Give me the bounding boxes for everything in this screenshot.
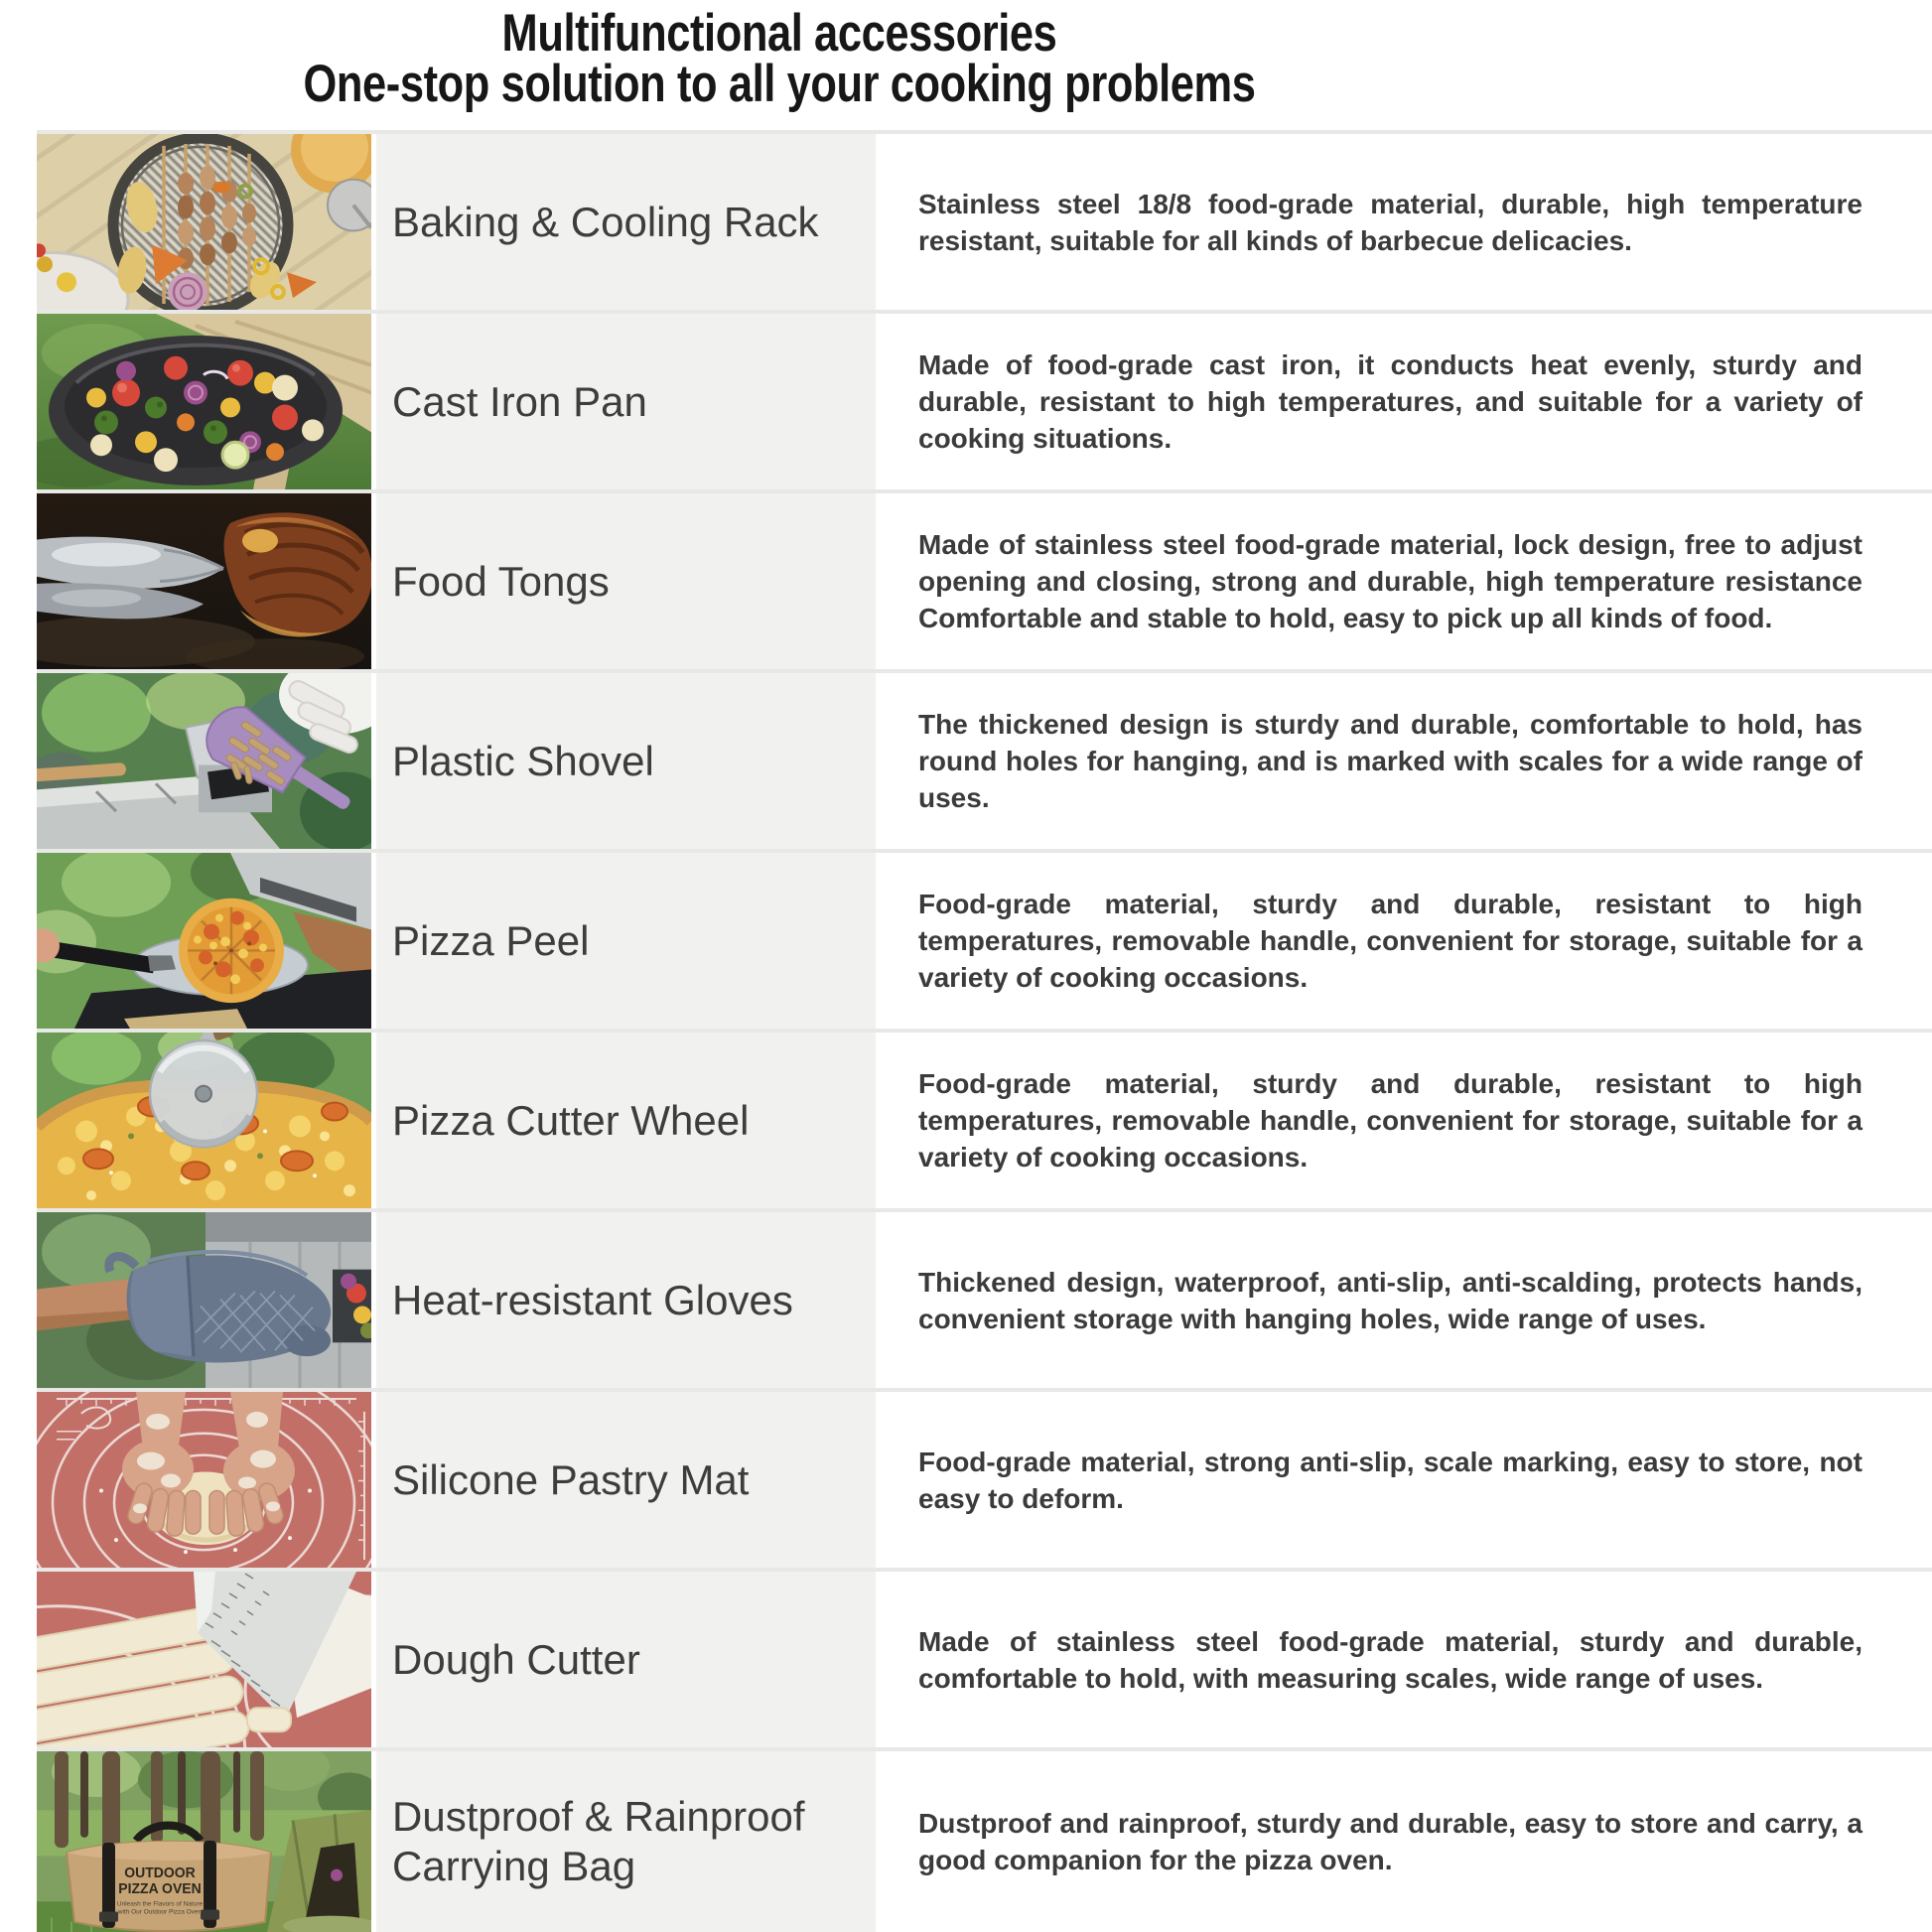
dough-cutter-photo	[37, 1572, 371, 1747]
product-name	[376, 1212, 876, 1388]
cast-iron-pan-photo	[37, 314, 371, 489]
product-photo	[37, 493, 371, 669]
product-name-text: Silicone Pastry Mat	[392, 1455, 750, 1503]
product-description-text: Made of stainless steel food-grade material, sturdy and durable, comfortable to hold, with measuring scales, wide range of uses.	[918, 1625, 1863, 1694]
product-description-text: Thickened design, waterproof, anti-slip, anti-scalding, protects hands, convenient storage with hanging holes, wide range of uses.	[918, 1266, 1863, 1334]
product-description	[881, 673, 1932, 849]
table-row	[37, 1572, 1932, 1747]
bag-print-sub-2: with Our Outdoor Pizza Oven	[117, 1908, 203, 1916]
product-description	[881, 853, 1932, 1029]
page-title-line-2: One-stop solution to all your cooking problems	[303, 55, 1256, 113]
table-row	[37, 1392, 1932, 1568]
page-title-line-1: Multifunctional accessories	[501, 4, 1057, 63]
table-row	[37, 134, 1932, 310]
heat-resistant-gloves-photo	[37, 1212, 371, 1388]
bag-print-line-1: OUTDOOR	[124, 1863, 196, 1880]
product-name-text: Pizza Cutter Wheel	[392, 1096, 750, 1144]
carrying-bag-photo	[37, 1751, 371, 1932]
product-photo	[37, 1212, 371, 1388]
table-row	[37, 853, 1932, 1029]
product-description	[881, 493, 1932, 669]
product-description	[881, 1033, 1932, 1208]
table-row	[37, 1751, 1932, 1932]
table-row	[37, 673, 1932, 849]
product-name-text: Dustproof & Rainproof Carrying Bag	[392, 1793, 805, 1889]
product-name-text: Food Tongs	[392, 557, 610, 605]
product-photo	[37, 134, 371, 310]
product-photo	[37, 1572, 371, 1747]
table-row	[37, 1212, 1932, 1388]
product-description-text: Made of food-grade cast iron, it conducts heat evenly, sturdy and durable, resistant to high temperatures, and suitable for a variety of cooking situations.	[918, 349, 1863, 454]
product-name-text: Pizza Peel	[392, 916, 590, 964]
product-name	[376, 493, 876, 669]
pizza-cutter-wheel-photo	[37, 1033, 371, 1208]
product-name-text: Dough Cutter	[392, 1635, 640, 1683]
table-row	[37, 493, 1932, 669]
product-name-text: Plastic Shovel	[392, 737, 654, 784]
product-description	[881, 134, 1932, 310]
product-description	[881, 1212, 1932, 1388]
product-name-text: Cast Iron Pan	[392, 377, 647, 425]
product-photo	[37, 673, 371, 849]
table-row	[37, 1033, 1932, 1208]
product-photo	[37, 1751, 371, 1932]
grill-rack-photo	[37, 134, 371, 310]
product-description	[881, 1751, 1932, 1932]
product-name-text: Heat-resistant Gloves	[392, 1276, 793, 1323]
product-name	[376, 1572, 876, 1747]
product-name	[376, 1392, 876, 1568]
silicone-pastry-mat-photo	[37, 1392, 371, 1568]
product-name	[376, 134, 876, 310]
product-description	[881, 314, 1932, 489]
product-description-text: Food-grade material, sturdy and durable, resistant to high temperatures, removable handle, convenient for storage, suitable for a variety of cooking occasions.	[918, 1068, 1863, 1173]
product-description-text: Dustproof and rainproof, sturdy and durable, easy to store and carry, a good companion for the pizza oven.	[918, 1808, 1863, 1875]
product-description-text: Food-grade material, sturdy and durable, resistant to high temperatures, removable handle, convenient for storage, suitable for a variety of cooking occasions.	[918, 889, 1863, 993]
product-name	[376, 673, 876, 849]
product-description-text: Made of stainless steel food-grade material, lock design, free to adjust opening and closing, strong and durable, high temperature resistance Comfortable and stable to hold, easy to pick up all kinds of food.	[918, 529, 1863, 633]
page-header	[0, 0, 1559, 130]
product-name	[376, 1033, 876, 1208]
product-description	[881, 1572, 1932, 1747]
product-description-text: Stainless steel 18/8 food-grade material, durable, high temperature resistant, suitable for all kinds of barbecue delicacies.	[918, 188, 1863, 256]
product-description-text: Food-grade material, strong anti-slip, scale marking, easy to store, not easy to deform.	[918, 1446, 1863, 1514]
product-name	[376, 853, 876, 1029]
product-name	[376, 314, 876, 489]
product-photo	[37, 1392, 371, 1568]
product-name	[376, 1751, 876, 1932]
plastic-shovel-photo	[37, 673, 371, 849]
product-photo	[37, 1033, 371, 1208]
product-photo	[37, 853, 371, 1029]
bag-print-sub-1: Unleash the Flavors of Nature	[116, 1900, 204, 1908]
bag-print-line-2: PIZZA OVEN	[118, 1880, 202, 1897]
product-name-text: Baking & Cooling Rack	[392, 198, 819, 245]
product-description	[881, 1392, 1932, 1568]
table-row	[37, 314, 1932, 489]
food-tongs-photo	[37, 493, 371, 669]
product-description-text: The thickened design is sturdy and durable, comfortable to hold, has round holes for hanging, and is marked with scales for a wide range of uses.	[918, 709, 1863, 813]
product-photo	[37, 314, 371, 489]
pizza-peel-photo	[37, 853, 371, 1029]
